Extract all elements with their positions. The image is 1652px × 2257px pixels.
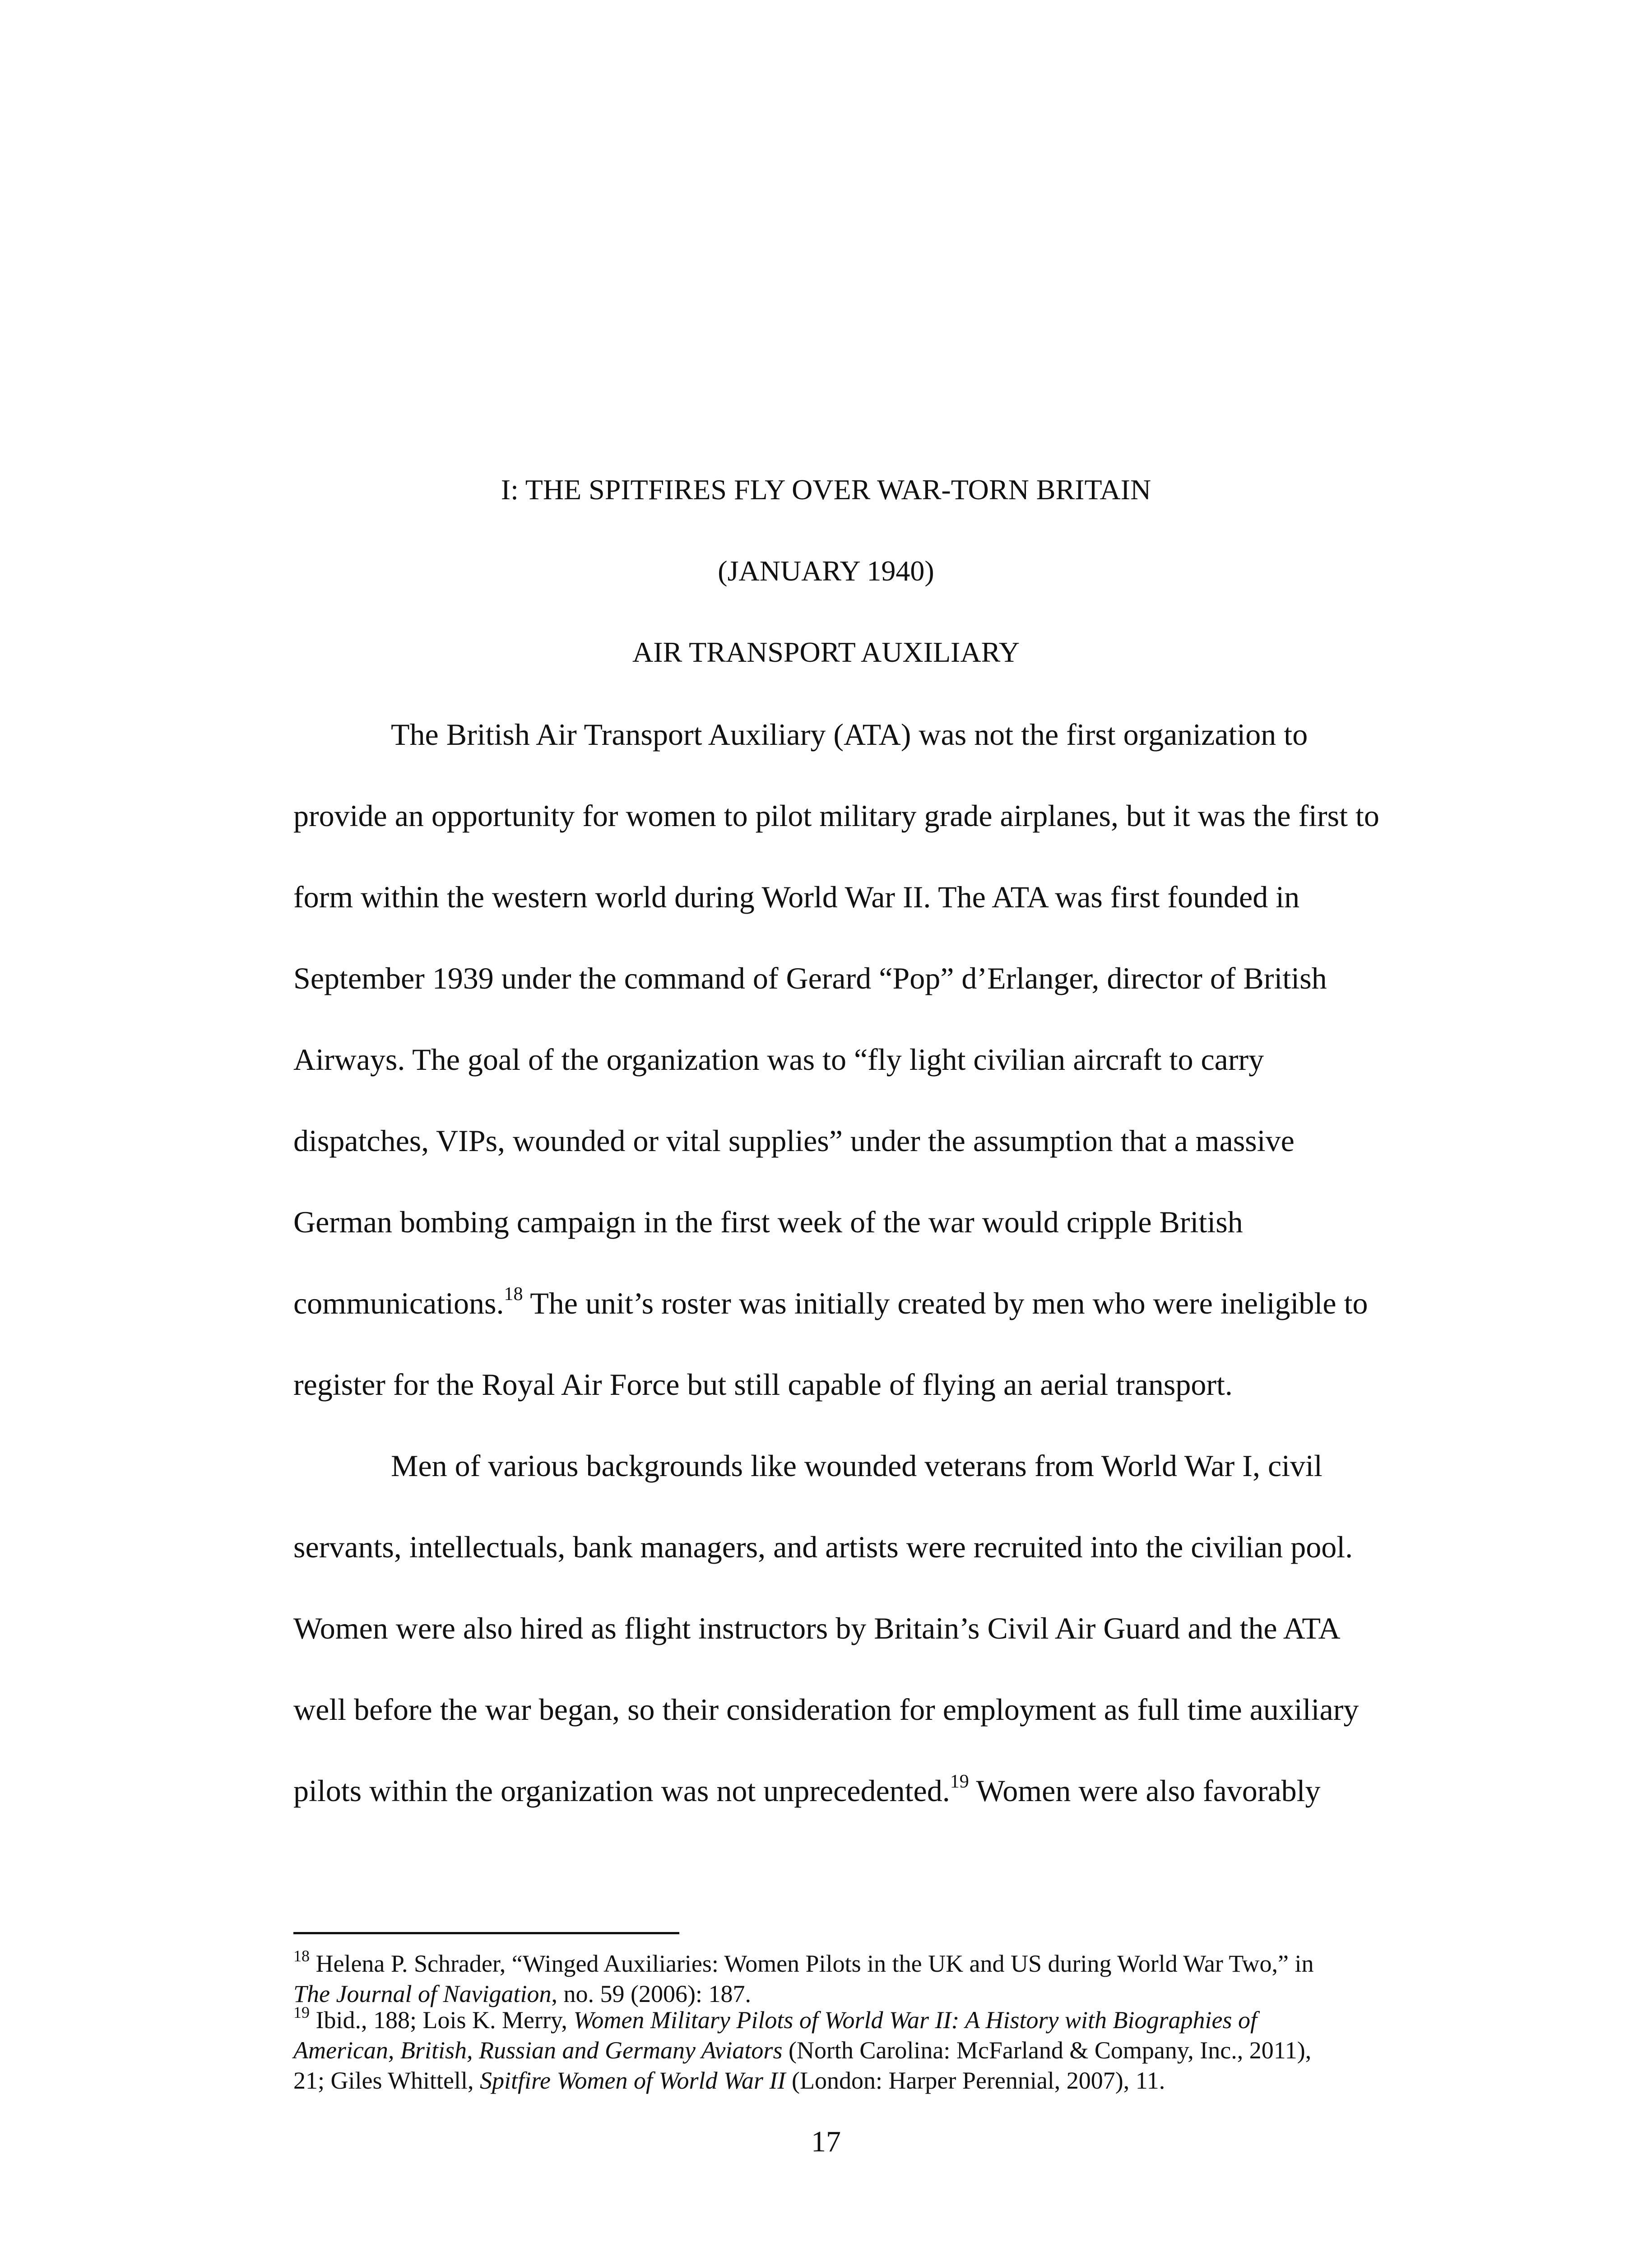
- body-line: The British Air Transport Auxiliary (ATA) was not the first organization to: [391, 717, 1308, 752]
- footnote-number: 18: [293, 1947, 310, 1965]
- book-title: Women Military Pilots of World War II: A History with Biographies of: [573, 2006, 1257, 2034]
- body-line: dispatches, VIPs, wounded or vital supplies” under the assumption that a massive: [293, 1124, 1295, 1158]
- body-text: Women were also favorably: [969, 1774, 1321, 1808]
- chapter-title: I: THE SPITFIRES FLY OVER WAR-TORN BRITAIN: [501, 474, 1151, 506]
- body-line: [293, 1284, 1368, 1322]
- body-line: Airways. The goal of the organization was to “fly light civilian aircraft to carry: [293, 1042, 1264, 1077]
- footnote-text: (London: Harper Perennial, 2007), 11.: [785, 2067, 1165, 2094]
- footnote-text: Helena P. Schrader, “Winged Auxiliaries: Women Pilots in the UK and US during World War Two,” in: [310, 1950, 1314, 1977]
- footnote-text: 21; Giles Whittell,: [293, 2067, 480, 2094]
- body-line: [293, 1772, 1321, 1810]
- footnote-text: , no. 59 (2006): 187.: [551, 1980, 751, 2007]
- body-line: servants, intellectuals, bank managers, and artists were recruited into the civilian pool.: [293, 1530, 1353, 1564]
- book-title: Spitfire Women of World War II: [479, 2067, 786, 2094]
- body-text: The unit’s roster was initially created by men who were ineligible to: [523, 1286, 1368, 1320]
- chapter-date: (JANUARY 1940): [718, 555, 934, 587]
- footnote-number: 19: [293, 2003, 310, 2021]
- journal-title: The Journal of Navigation: [293, 1980, 552, 2007]
- footnote-reference-18[interactable]: 18: [504, 1284, 523, 1305]
- body-line: September 1939 under the command of Gerard “Pop” d’Erlanger, director of British: [293, 961, 1327, 995]
- body-line: well before the war began, so their consideration for employment as full time auxiliary: [293, 1692, 1359, 1727]
- body-line: German bombing campaign in the first week of the war would cripple British: [293, 1205, 1243, 1239]
- body-line: register for the Royal Air Force but still capable of flying an aerial transport.: [293, 1367, 1233, 1402]
- book-title: American, British, Russian and Germany Aviators: [293, 2037, 783, 2064]
- body-text: pilots within the organization was not unprecedented.: [293, 1774, 950, 1808]
- body-line: provide an opportunity for women to pilot military grade airplanes, but it was the first to: [293, 799, 1379, 833]
- footnote-19-continued: [293, 2036, 1311, 2065]
- footnote-text: Ibid., 188; Lois K. Merry,: [310, 2006, 574, 2034]
- body-text: communications.: [293, 1286, 504, 1320]
- footnote-18: [293, 1949, 1314, 1978]
- footnote-reference-19[interactable]: 19: [950, 1771, 969, 1793]
- body-line: Women were also hired as flight instructors by Britain’s Civil Air Guard and the ATA: [293, 1611, 1341, 1645]
- section-heading: AIR TRANSPORT AUXILIARY: [632, 636, 1020, 668]
- footnote-19: [293, 2003, 1257, 2034]
- footnote-18-continued: [293, 1979, 751, 2008]
- body-line: form within the western world during World War II. The ATA was first founded in: [293, 880, 1300, 914]
- page-number: 17: [811, 2125, 841, 2158]
- footnote-separator: [293, 1932, 679, 1934]
- body-line: Men of various backgrounds like wounded veterans from World War I, civil: [391, 1449, 1323, 1483]
- footnote-text: (North Carolina: McFarland & Company, Inc., 2011),: [782, 2037, 1312, 2064]
- footnote-19-continued: [293, 2066, 1165, 2095]
